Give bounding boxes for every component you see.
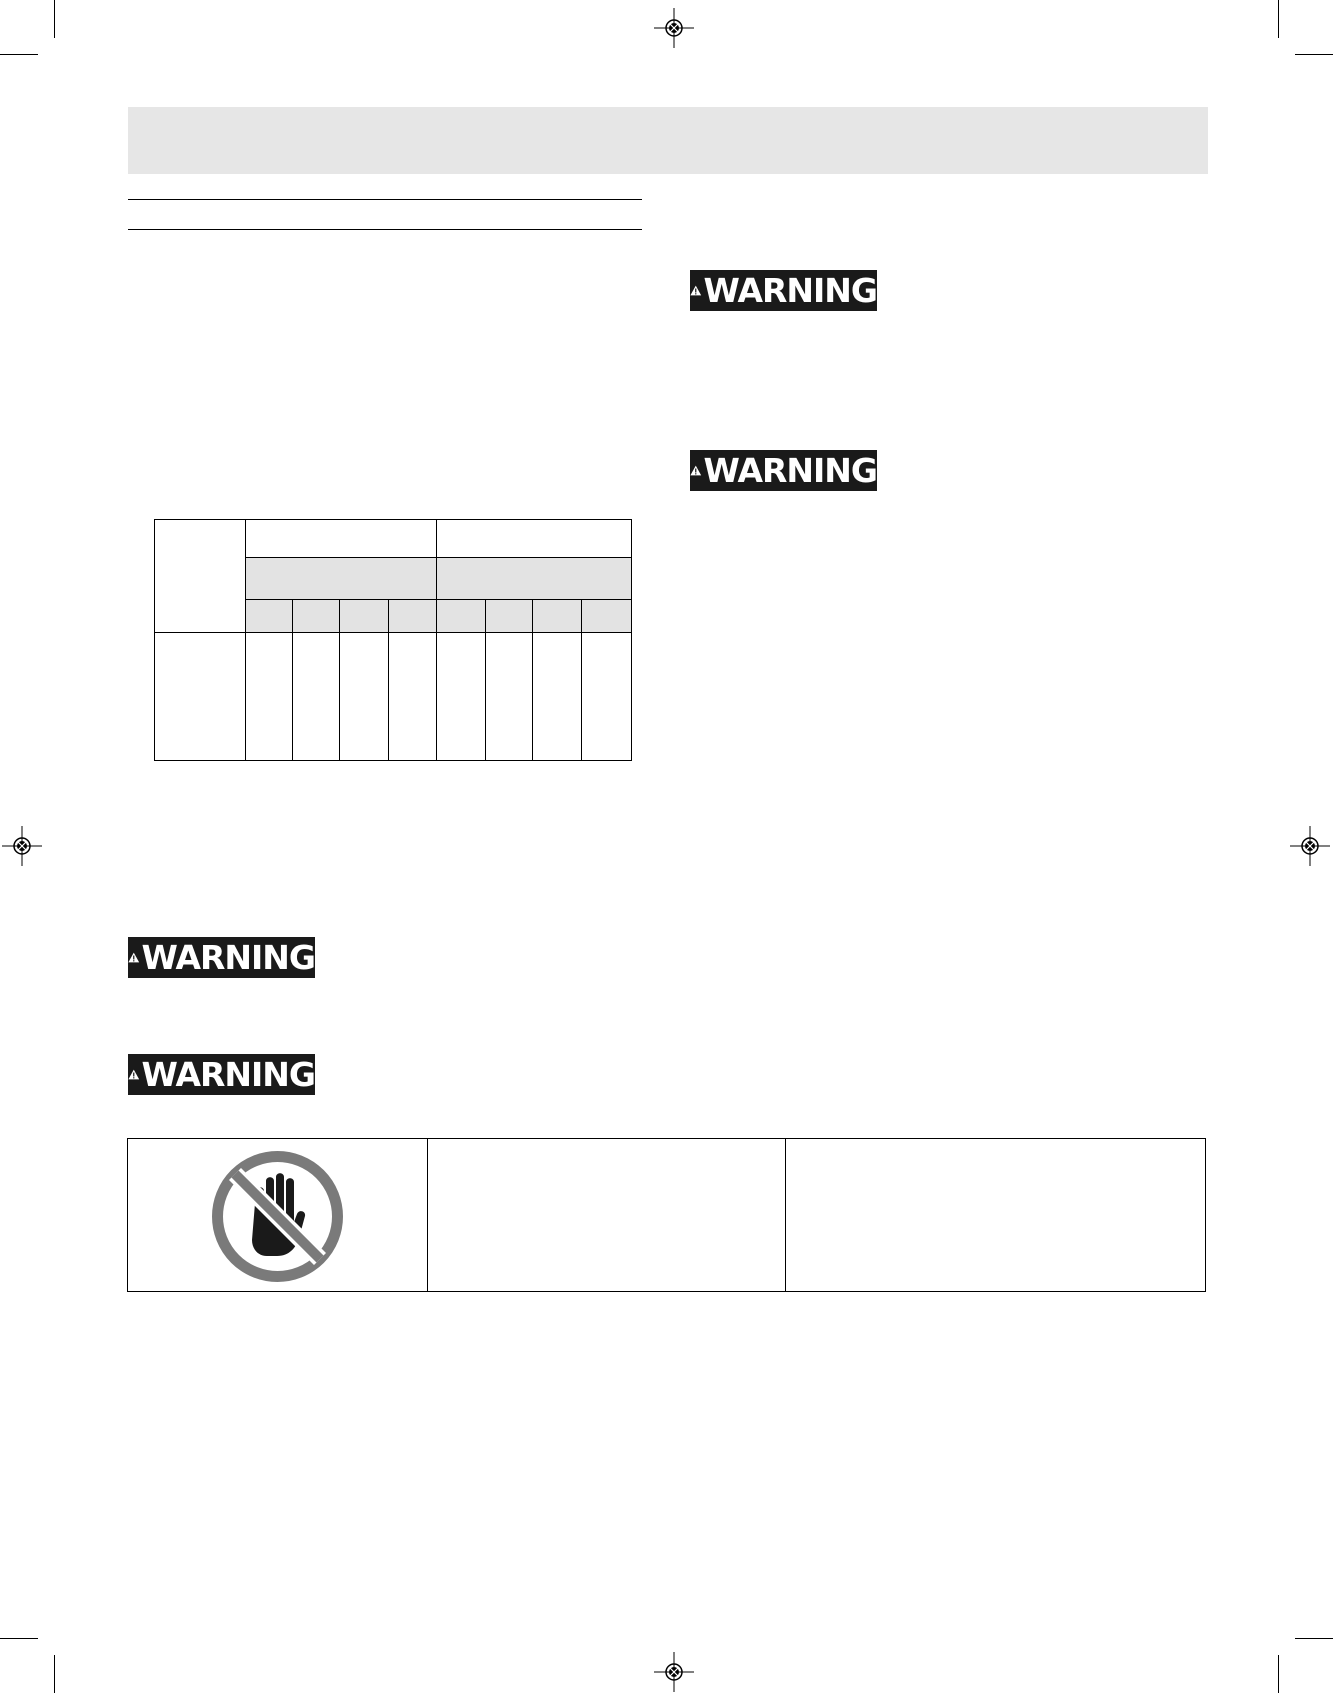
registration-mark-icon (654, 8, 694, 48)
table-data-cell (339, 632, 389, 761)
column-divider (785, 1139, 786, 1291)
crop-mark (0, 1638, 38, 1639)
table-subheader-cell (436, 557, 632, 600)
table-column-header (532, 599, 582, 633)
warning-text: WARNING (703, 271, 877, 310)
safety-symbol-table (127, 1138, 1206, 1292)
table-row-label-cell (154, 519, 246, 633)
warning-text: WARNING (141, 1055, 315, 1094)
table-column-header (436, 599, 486, 633)
table-column-header (485, 599, 533, 633)
table-row-label-cell (154, 632, 246, 761)
crop-mark (1295, 54, 1333, 55)
crop-mark (1278, 1655, 1279, 1693)
table-data-cell (436, 632, 486, 761)
warning-triangle-icon (128, 1060, 140, 1089)
warning-triangle-icon (128, 943, 140, 972)
warning-label (690, 270, 877, 311)
table-data-cell (245, 632, 293, 761)
registration-mark-icon (2, 826, 42, 866)
table-data-cell (292, 632, 340, 761)
table-header-cell (245, 519, 437, 558)
table-column-header (388, 599, 437, 633)
no-hand-contact-icon (210, 1149, 345, 1284)
table-header-cell (436, 519, 632, 558)
table-data-cell (581, 632, 632, 761)
table-subheader-cell (245, 557, 437, 600)
warning-label (690, 450, 877, 491)
warning-triangle-icon (690, 456, 702, 485)
registration-mark-icon (1290, 826, 1330, 866)
warning-text: WARNING (703, 451, 877, 490)
table-column-header (339, 599, 389, 633)
table-column-header (581, 599, 632, 633)
table-data-cell (532, 632, 582, 761)
warning-text: WARNING (141, 938, 315, 977)
column-divider (427, 1139, 428, 1291)
crop-mark (1278, 0, 1279, 38)
spec-table (154, 519, 632, 761)
table-column-header (245, 599, 293, 633)
table-data-cell (485, 632, 533, 761)
crop-mark (54, 0, 55, 38)
warning-triangle-icon (690, 276, 702, 305)
crop-mark (1295, 1638, 1333, 1639)
warning-label (128, 1054, 315, 1095)
section-header-band (128, 107, 1208, 174)
section-rule (128, 229, 642, 230)
crop-mark (54, 1655, 55, 1693)
table-data-cell (388, 632, 437, 761)
table-column-header (292, 599, 340, 633)
section-rule (128, 199, 642, 200)
registration-mark-icon (654, 1652, 694, 1692)
warning-label (128, 937, 315, 978)
crop-mark (0, 54, 38, 55)
